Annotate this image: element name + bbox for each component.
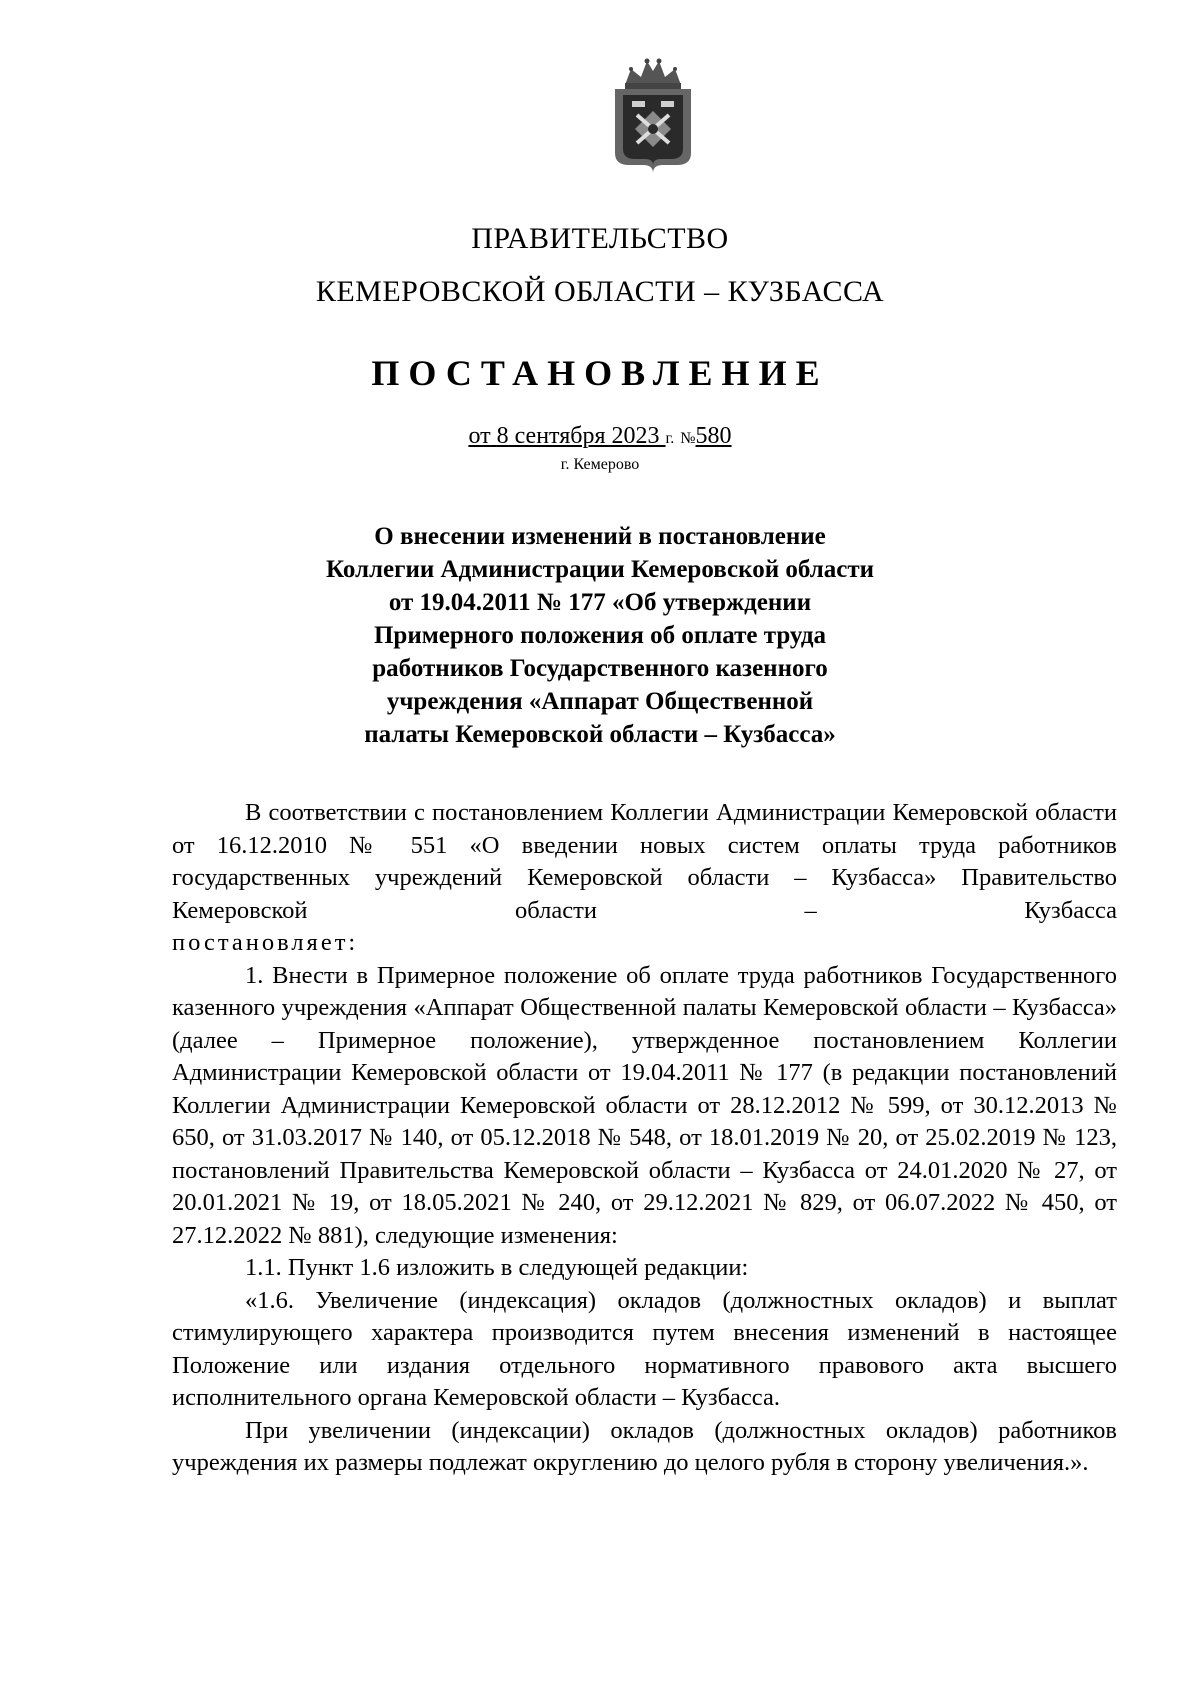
resolves-word	[172, 927, 1117, 960]
title-line-6: учреждения «Аппарат Общественной	[386, 688, 814, 715]
title-line-5: работников Государственного казенного	[372, 655, 828, 682]
item-1-1-paragraph: 1.1. Пункт 1.6 изложить в следующей редакции:	[245, 1254, 749, 1281]
number-sign: №	[680, 430, 696, 447]
city-label: г. Кемерово	[560, 456, 640, 473]
quoted-paragraph-2: При увеличении (индексации) окладов (должностных окладов) работников учреждения их размеры подлежат округлению до целого рубля в сторону увеличения.».	[172, 1416, 1117, 1476]
date-prefix: от	[468, 423, 491, 449]
government-title-line-2: КЕМЕРОВСКОЙ ОБЛАСТИ – КУЗБАССА	[315, 275, 885, 308]
document-number: 580	[695, 423, 732, 449]
title-line-1: О внесении изменений в постановление	[374, 523, 826, 550]
date-value: 8 сентября 2023	[496, 423, 660, 449]
quoted-paragraph-1: «1.6. Увеличение (индексация) окладов (должностных окладов) и выплат стимулирующего характера производится путем внесения изменений в настоящее Положение или издания отдельного нормативного правового акта высшего исполнительного органа Кемеровской области – Кузбасса.	[172, 1286, 1117, 1411]
document-type-heading: ПОСТАНОВЛЕНИЕ	[371, 353, 829, 393]
date-number-line	[0, 423, 1200, 450]
item-1-paragraph: 1. Внести в Примерное положение об оплате труда работников Государственного казенного учреждения «Аппарат Общественной палаты Кемеровской области – Кузбасса» (далее – Примерное положение), утвержденное постановлением Коллегии Администрации Кемеровской области от 19.04.2011 № 177 (в редакции постановлений Коллегии Администрации Кемеровской области от 28.12.2012 № 599, от 30.12.2013 № 650, от 31.03.2017 № 140, от 05.12.2018 № 548, от 18.01.2019 № 20, от 25.02.2019 № 123, постановлений Правительства Кемеровской области – Кузбасса от 24.01.2020 № 27, от 20.01.2021 № 19, от 18.05.2021 № 240, от 29.12.2021 № 829, от 06.07.2022 № 450, от 27.12.2022 № 881), следующие изменения:	[172, 961, 1117, 1249]
government-title-line-1: ПРАВИТЕЛЬСТВО	[471, 222, 729, 255]
kemerovo-region-coat-of-arms-icon	[603, 55, 703, 175]
resolves-text: постановляет:	[172, 929, 359, 956]
preamble-paragraph: В соответствии с постановлением Коллегии Администрации Кемеровской области от 16.12.2010 № 551 «О введении новых систем оплаты труда работников государственных учреждений Кемеровской области – Кузбасса» Правительство Кемеровской области – Кузбасса	[172, 799, 1117, 924]
year-suffix: г.	[665, 430, 675, 447]
title-line-2: Коллегии Администрации Кемеровской области	[325, 556, 875, 583]
title-line-3: от 19.04.2011 № 177 «Об утверждении	[388, 589, 812, 616]
title-line-7: палаты Кемеровской области – Кузбасса»	[364, 721, 836, 748]
title-line-4: Примерного положения об оплате труда	[373, 622, 826, 649]
document-body	[172, 797, 1117, 1480]
